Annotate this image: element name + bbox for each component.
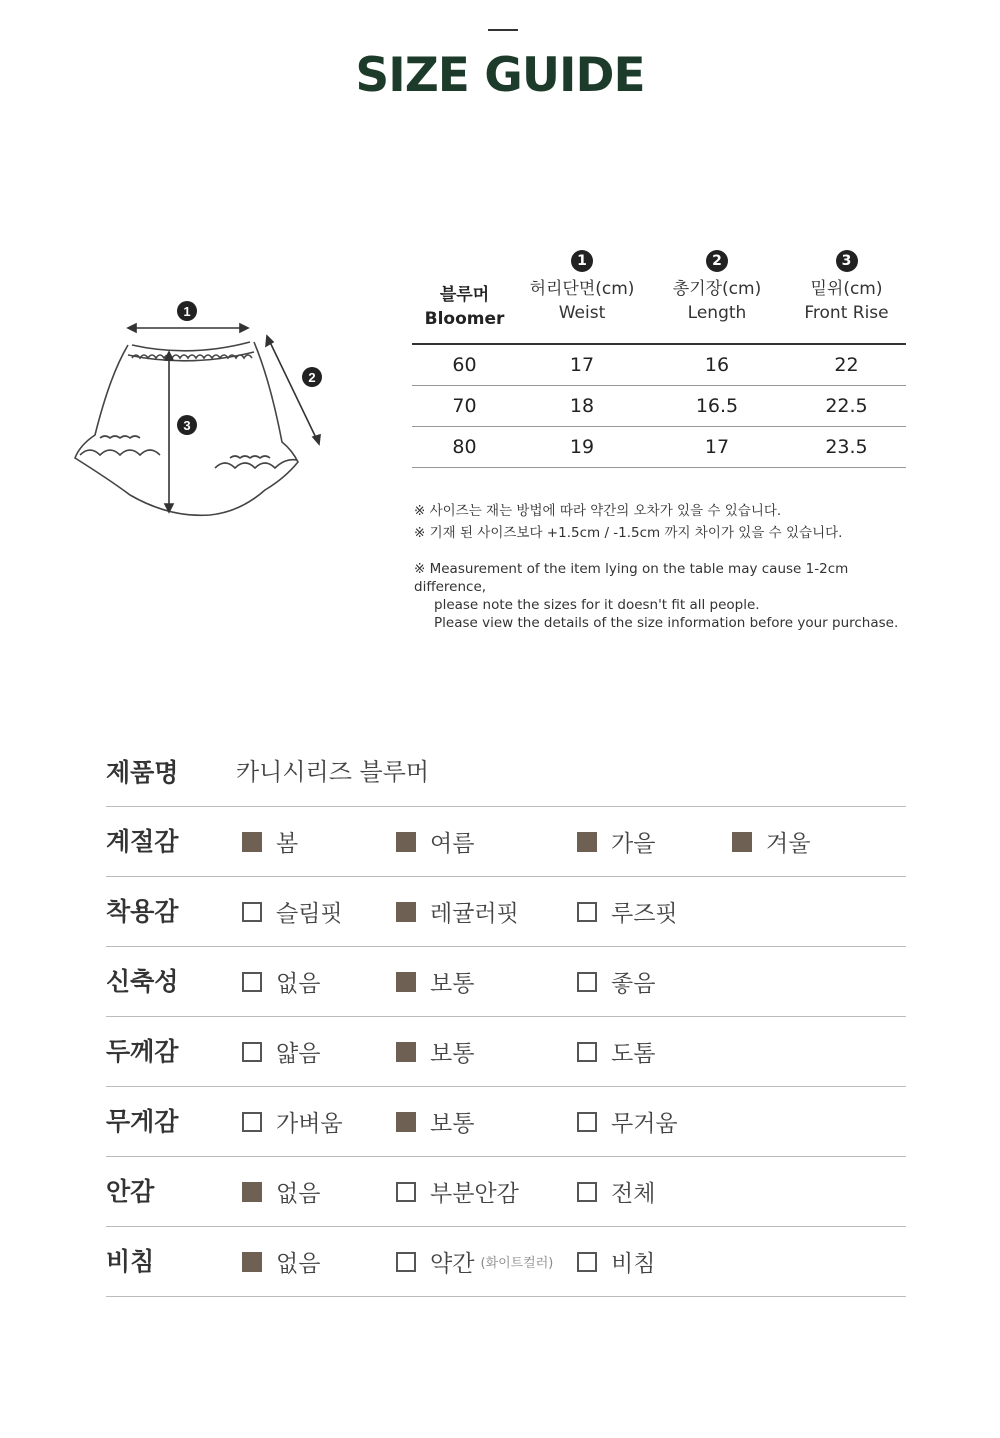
cell-waist: 19 (569, 436, 595, 458)
option-item (396, 1157, 519, 1226)
leg-elastic (230, 456, 270, 458)
info-row (106, 1017, 906, 1087)
info-label: 무게감 (106, 1107, 179, 1136)
cell-front-rise: 23.5 (825, 436, 868, 458)
unchecked-box-icon (577, 1252, 597, 1272)
checked-box-icon (242, 1182, 262, 1202)
option-item (242, 1157, 320, 1226)
size-table-header (412, 245, 906, 345)
unchecked-box-icon (242, 972, 262, 992)
info-label: 비침 (106, 1247, 155, 1276)
checked-box-icon (242, 1252, 262, 1272)
table-row (412, 345, 906, 386)
number-badge-icon: 1 (571, 250, 593, 272)
option-label: 없음 (276, 971, 321, 997)
unchecked-box-icon (577, 972, 597, 992)
option-item (577, 807, 655, 876)
option-label: 가벼움 (276, 1111, 343, 1137)
length-arrow (268, 338, 318, 442)
option-item (577, 1157, 655, 1226)
option-item (396, 1017, 474, 1086)
table-row (412, 427, 906, 468)
info-label: 신축성 (106, 967, 179, 996)
arrow-head (240, 324, 248, 332)
checked-box-icon (396, 902, 416, 922)
column-header-front-rise (787, 245, 906, 325)
option-item (396, 807, 474, 876)
option-item (396, 947, 474, 1016)
unchecked-box-icon (396, 1252, 416, 1272)
option-label: 봄 (276, 831, 299, 857)
leg-elastic (100, 436, 140, 438)
option-label: 좋음 (611, 971, 656, 997)
leg-ruffle (80, 450, 160, 455)
option-label: 겨울 (766, 831, 811, 857)
leg-ruffle (215, 460, 297, 468)
cell-front-rise: 22.5 (825, 395, 868, 417)
option-item (396, 1087, 474, 1156)
top-divider (488, 29, 518, 31)
waistband-line (132, 342, 250, 351)
option-label: 비침 (611, 1251, 656, 1277)
info-label: 두께감 (106, 1037, 179, 1066)
info-row (106, 947, 906, 1017)
option-item (242, 1087, 343, 1156)
info-label: 착용감 (106, 897, 179, 926)
cell-length: 16 (704, 354, 730, 376)
option-label: 부분안감 (430, 1181, 519, 1207)
option-label: 보통 (430, 1111, 475, 1137)
info-label: 안감 (106, 1177, 155, 1206)
unchecked-box-icon (577, 902, 597, 922)
checked-box-icon (396, 972, 416, 992)
column-label-ko: 총기장(cm) (672, 279, 762, 299)
option-item (577, 877, 678, 946)
note-ko-1: ※ 사이즈는 재는 방법에 따라 약간의 오차가 있을 수 있습니다. (414, 503, 782, 519)
table-row (412, 386, 906, 427)
checked-box-icon (396, 832, 416, 852)
number-badge-icon: 3 (836, 250, 858, 272)
checked-box-icon (732, 832, 752, 852)
unchecked-box-icon (242, 902, 262, 922)
option-label: 없음 (276, 1251, 321, 1277)
page-title: SIZE GUIDE (355, 48, 645, 103)
cell-waist: 17 (569, 354, 595, 376)
option-item (577, 1087, 678, 1156)
checked-box-icon (396, 1042, 416, 1062)
option-label: 레귤러핏 (430, 901, 519, 927)
column-header-bloomer (412, 283, 517, 331)
unchecked-box-icon (396, 1182, 416, 1202)
unchecked-box-icon (242, 1042, 262, 1062)
unchecked-box-icon (577, 1042, 597, 1062)
checked-box-icon (242, 832, 262, 852)
product-info (106, 738, 906, 1297)
size-notes (414, 500, 914, 632)
marker-2-text: 2 (308, 370, 316, 385)
note-en-1: ※ Measurement of the item lying on the table may cause 1-2cm difference, (414, 561, 849, 595)
cell-front-rise: 22 (834, 354, 859, 376)
info-label: 제품명 (106, 758, 179, 787)
info-row (106, 807, 906, 877)
option-label: 얇음 (276, 1041, 321, 1067)
option-label: 도톰 (611, 1041, 656, 1067)
column-label-ko: 밑위(cm) (810, 279, 883, 299)
option-sub-label: (화이트컬러) (480, 1256, 554, 1271)
column-header-waist (517, 245, 647, 325)
option-item (242, 1017, 320, 1086)
checked-box-icon (577, 832, 597, 852)
note-ko-2: ※ 기재 된 사이즈보다 +1.5cm / -1.5cm 까지 차이가 있을 수 있습니다. (414, 525, 843, 541)
unchecked-box-icon (577, 1112, 597, 1132)
option-item (732, 807, 810, 876)
cell-length: 17 (704, 436, 730, 458)
arrow-head (128, 324, 136, 332)
note-en (414, 560, 914, 632)
unchecked-box-icon (577, 1182, 597, 1202)
waist-ruffle (132, 355, 252, 358)
option-label: 가을 (611, 831, 656, 857)
marker-1-text: 1 (183, 304, 191, 319)
option-item (396, 877, 519, 946)
cell-size: 70 (452, 395, 477, 417)
note-en-3: Please view the details of the size information before your purchase. (434, 615, 899, 631)
info-row (106, 1157, 906, 1227)
info-row-name (106, 738, 906, 807)
option-label: 전체 (611, 1181, 656, 1207)
column-label-en: Weist (558, 303, 606, 323)
option-label: 보통 (430, 971, 475, 997)
cell-waist: 18 (569, 395, 595, 417)
column-label-ko: 블루머 (439, 285, 490, 305)
column-label-en: Front Rise (804, 303, 889, 323)
cell-size: 80 (452, 436, 477, 458)
option-label: 슬림핏 (276, 901, 343, 927)
option-label: 없음 (276, 1181, 321, 1207)
option-label: 여름 (430, 831, 475, 857)
column-header-length (647, 245, 787, 325)
note-en-2: please note the sizes for it doesn't fit all people. (434, 597, 760, 613)
size-table (412, 245, 906, 468)
cell-length: 16.5 (695, 395, 739, 417)
option-item (577, 1017, 655, 1086)
option-item (242, 877, 343, 946)
bloomer-illustration (70, 290, 335, 525)
info-row (106, 1227, 906, 1297)
option-item (242, 807, 298, 876)
option-label: 약간 (430, 1251, 475, 1277)
option-label: 보통 (430, 1041, 475, 1067)
product-name: 카니시리즈 블루머 (236, 758, 430, 786)
arrow-head (313, 435, 320, 444)
info-row (106, 1087, 906, 1157)
option-item (577, 1227, 655, 1296)
option-label: 루즈핏 (611, 901, 678, 927)
option-item (242, 947, 320, 1016)
cell-size: 60 (452, 354, 477, 376)
number-badge-icon: 2 (706, 250, 728, 272)
info-label: 계절감 (106, 827, 179, 856)
checked-box-icon (396, 1112, 416, 1132)
column-label-en: Bloomer (424, 309, 505, 329)
column-label-ko: 허리단면(cm) (529, 279, 635, 299)
unchecked-box-icon (242, 1112, 262, 1132)
arrow-head (165, 352, 173, 360)
option-item (396, 1227, 553, 1296)
option-item (242, 1227, 320, 1296)
column-label-en: Length (687, 303, 747, 323)
option-item (577, 947, 655, 1016)
marker-3-text: 3 (183, 418, 191, 433)
option-label: 무거움 (611, 1111, 678, 1137)
info-row (106, 877, 906, 947)
